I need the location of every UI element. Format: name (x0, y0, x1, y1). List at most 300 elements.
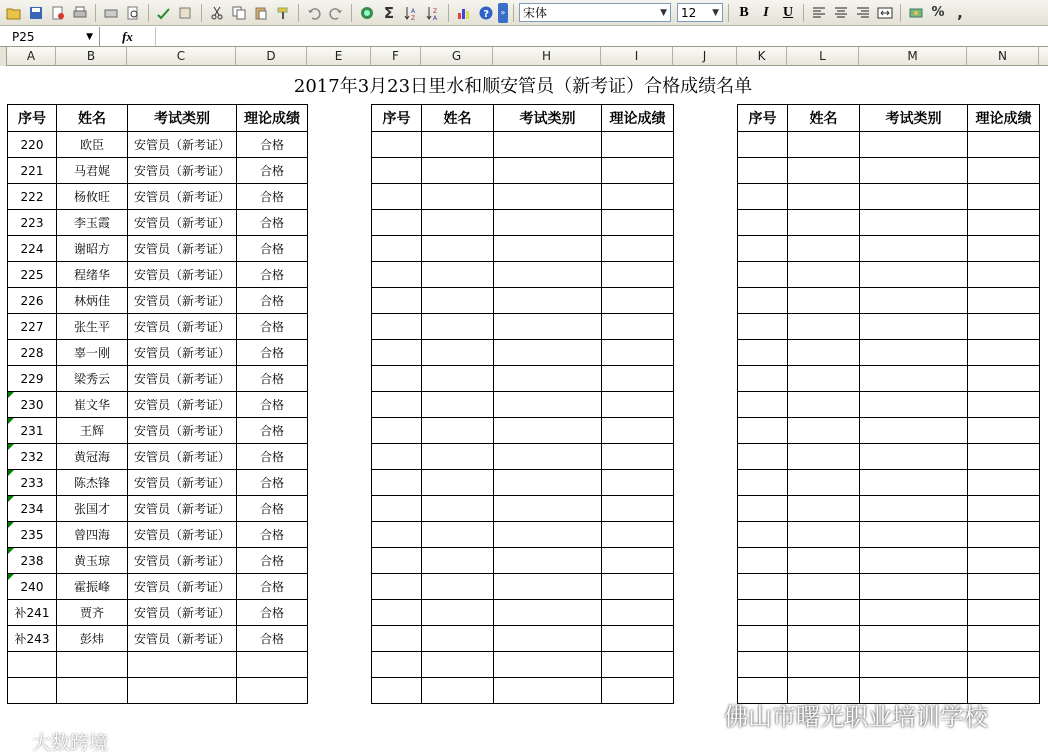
cell-no[interactable]: 234 (8, 496, 57, 522)
empty-cell[interactable] (860, 418, 968, 444)
chevron-down-icon[interactable]: ▼ (86, 31, 93, 42)
type-header[interactable]: 考试类别 (860, 105, 968, 132)
empty-cell[interactable] (372, 288, 422, 314)
column-header-f[interactable]: F (371, 47, 421, 66)
empty-cell[interactable] (738, 132, 788, 158)
empty-cell[interactable] (372, 470, 422, 496)
empty-cell[interactable] (602, 314, 674, 340)
empty-cell[interactable] (602, 262, 674, 288)
cell-no[interactable]: 230 (8, 392, 57, 418)
column-header-k[interactable]: K (737, 47, 787, 66)
empty-cell[interactable] (494, 288, 602, 314)
redo-icon[interactable] (326, 3, 346, 23)
cell-name[interactable]: 黄玉琼 (57, 548, 128, 574)
empty-cell[interactable] (968, 262, 1040, 288)
empty-cell[interactable] (602, 418, 674, 444)
comma-style-icon[interactable]: , (957, 3, 963, 22)
empty-cell[interactable] (422, 444, 494, 470)
select-all-corner[interactable] (0, 47, 7, 66)
cell-type[interactable]: 安管员（新考证） (128, 288, 237, 314)
empty-cell[interactable] (860, 444, 968, 470)
help-icon[interactable] (476, 3, 496, 23)
fx-icon[interactable]: fx (122, 28, 133, 44)
empty-cell[interactable] (494, 652, 602, 678)
empty-cell[interactable] (602, 626, 674, 652)
empty-cell[interactable] (968, 366, 1040, 392)
cell-no[interactable]: 补243 (8, 626, 57, 652)
cell-type[interactable]: 安管员（新考证） (128, 522, 237, 548)
empty-cell[interactable] (788, 418, 860, 444)
empty-cell[interactable] (602, 496, 674, 522)
name-header[interactable]: 姓名 (57, 105, 128, 132)
cell-no[interactable]: 231 (8, 418, 57, 444)
no-header[interactable]: 序号 (372, 105, 422, 132)
cell-score[interactable]: 合格 (237, 392, 308, 418)
hyperlink-icon[interactable] (357, 3, 377, 23)
empty-cell[interactable] (128, 678, 237, 704)
empty-cell[interactable] (602, 184, 674, 210)
cell-name[interactable]: 彭炜 (57, 626, 128, 652)
empty-cell[interactable] (372, 522, 422, 548)
empty-cell[interactable] (738, 600, 788, 626)
empty-cell[interactable] (738, 288, 788, 314)
score-header[interactable]: 理论成绩 (237, 105, 308, 132)
empty-cell[interactable] (968, 574, 1040, 600)
cell-name[interactable]: 程绪华 (57, 262, 128, 288)
empty-cell[interactable] (372, 678, 422, 704)
cell-no[interactable]: 220 (8, 132, 57, 158)
empty-cell[interactable] (372, 236, 422, 262)
cell-type[interactable]: 安管员（新考证） (128, 548, 237, 574)
score-header[interactable]: 理论成绩 (602, 105, 674, 132)
name-box[interactable] (0, 27, 100, 46)
sheet-title[interactable]: 2017年3月23日里水和顺安管员（新考证）合格成绩名单 (293, 76, 753, 97)
cell-score[interactable]: 合格 (237, 444, 308, 470)
empty-cell[interactable] (494, 574, 602, 600)
cell-name[interactable]: 王辉 (57, 418, 128, 444)
empty-cell[interactable] (602, 470, 674, 496)
cell-name[interactable]: 贾齐 (57, 600, 128, 626)
empty-cell[interactable] (788, 340, 860, 366)
cell-score[interactable]: 合格 (237, 626, 308, 652)
empty-cell[interactable] (788, 470, 860, 496)
empty-cell[interactable] (968, 184, 1040, 210)
cell-no[interactable]: 240 (8, 574, 57, 600)
empty-cell[interactable] (968, 236, 1040, 262)
empty-cell[interactable] (372, 600, 422, 626)
empty-cell[interactable] (738, 314, 788, 340)
research-icon[interactable] (176, 3, 196, 23)
empty-cell[interactable] (860, 470, 968, 496)
cell-no[interactable]: 233 (8, 470, 57, 496)
sort-descending-icon[interactable] (423, 3, 443, 23)
empty-cell[interactable] (738, 158, 788, 184)
empty-cell[interactable] (968, 158, 1040, 184)
empty-cell[interactable] (494, 600, 602, 626)
empty-cell[interactable] (968, 522, 1040, 548)
empty-cell[interactable] (860, 392, 968, 418)
print-preview-icon[interactable] (101, 3, 121, 23)
undo-icon[interactable] (304, 3, 324, 23)
empty-cell[interactable] (860, 288, 968, 314)
empty-cell[interactable] (968, 418, 1040, 444)
empty-cell[interactable] (602, 210, 674, 236)
empty-cell[interactable] (422, 340, 494, 366)
cell-no[interactable]: 229 (8, 366, 57, 392)
cell-no[interactable]: 222 (8, 184, 57, 210)
empty-cell[interactable] (860, 496, 968, 522)
empty-cell[interactable] (968, 496, 1040, 522)
cell-score[interactable]: 合格 (237, 210, 308, 236)
empty-cell[interactable] (968, 314, 1040, 340)
cell-no[interactable]: 235 (8, 522, 57, 548)
empty-cell[interactable] (968, 470, 1040, 496)
cell-score[interactable]: 合格 (237, 366, 308, 392)
cell-no[interactable]: 232 (8, 444, 57, 470)
empty-cell[interactable] (602, 600, 674, 626)
empty-cell[interactable] (788, 132, 860, 158)
empty-cell[interactable] (372, 548, 422, 574)
empty-cell[interactable] (860, 262, 968, 288)
cell-type[interactable]: 安管员（新考证） (128, 496, 237, 522)
empty-cell[interactable] (968, 340, 1040, 366)
empty-cell[interactable] (494, 366, 602, 392)
empty-cell[interactable] (968, 392, 1040, 418)
empty-cell[interactable] (494, 184, 602, 210)
empty-cell[interactable] (860, 184, 968, 210)
cell-name[interactable]: 黄冠海 (57, 444, 128, 470)
italic-button[interactable]: I (763, 4, 769, 20)
cell-type[interactable]: 安管员（新考证） (128, 444, 237, 470)
bold-button[interactable]: B (739, 4, 749, 20)
empty-cell[interactable] (237, 678, 308, 704)
column-header-i[interactable]: I (601, 47, 673, 66)
percent-button[interactable]: % (931, 5, 945, 20)
empty-cell[interactable] (860, 210, 968, 236)
cell-score[interactable]: 合格 (237, 470, 308, 496)
cell-type[interactable]: 安管员（新考证） (128, 418, 237, 444)
toolbar-overflow-icon[interactable]: » (498, 3, 508, 23)
empty-cell[interactable] (602, 340, 674, 366)
empty-cell[interactable] (788, 574, 860, 600)
empty-cell[interactable] (738, 340, 788, 366)
column-header-h[interactable]: H (493, 47, 601, 66)
chevron-down-icon[interactable]: ▼ (660, 7, 667, 18)
empty-cell[interactable] (602, 236, 674, 262)
cell-score[interactable]: 合格 (237, 314, 308, 340)
column-header-d[interactable]: D (236, 47, 307, 66)
empty-cell[interactable] (372, 366, 422, 392)
merge-center-icon[interactable] (875, 3, 895, 23)
empty-cell[interactable] (57, 652, 128, 678)
empty-cell[interactable] (968, 600, 1040, 626)
cell-no[interactable]: 补241 (8, 600, 57, 626)
empty-cell[interactable] (237, 652, 308, 678)
empty-cell[interactable] (422, 366, 494, 392)
empty-cell[interactable] (738, 522, 788, 548)
copy-icon[interactable] (229, 3, 249, 23)
align-center-icon[interactable] (831, 3, 851, 23)
empty-cell[interactable] (57, 678, 128, 704)
empty-cell[interactable] (372, 496, 422, 522)
cell-score[interactable]: 合格 (237, 600, 308, 626)
empty-cell[interactable] (494, 470, 602, 496)
cell-no[interactable]: 225 (8, 262, 57, 288)
empty-cell[interactable] (738, 652, 788, 678)
type-header[interactable]: 考试类别 (128, 105, 237, 132)
empty-cell[interactable] (968, 288, 1040, 314)
type-header[interactable]: 考试类别 (494, 105, 602, 132)
empty-cell[interactable] (788, 158, 860, 184)
empty-cell[interactable] (788, 210, 860, 236)
cell-type[interactable]: 安管员（新考证） (128, 158, 237, 184)
empty-cell[interactable] (788, 366, 860, 392)
empty-cell[interactable] (788, 444, 860, 470)
empty-cell[interactable] (372, 574, 422, 600)
cell-no[interactable]: 228 (8, 340, 57, 366)
empty-cell[interactable] (738, 392, 788, 418)
cell-name[interactable]: 辜一刚 (57, 340, 128, 366)
empty-cell[interactable] (860, 158, 968, 184)
cell-score[interactable]: 合格 (237, 418, 308, 444)
empty-cell[interactable] (494, 132, 602, 158)
empty-cell[interactable] (372, 652, 422, 678)
empty-cell[interactable] (738, 496, 788, 522)
cell-score[interactable]: 合格 (237, 184, 308, 210)
cell-no[interactable]: 238 (8, 548, 57, 574)
spelling-icon[interactable] (154, 3, 174, 23)
empty-cell[interactable] (860, 600, 968, 626)
permission-icon[interactable] (48, 3, 68, 23)
empty-cell[interactable] (372, 444, 422, 470)
font-size-combo[interactable] (677, 3, 723, 22)
score-header[interactable]: 理论成绩 (968, 105, 1040, 132)
cell-score[interactable]: 合格 (237, 340, 308, 366)
cell-score[interactable]: 合格 (237, 158, 308, 184)
empty-cell[interactable] (788, 600, 860, 626)
autosum-icon[interactable]: Σ (383, 3, 395, 22)
empty-cell[interactable] (602, 132, 674, 158)
align-right-icon[interactable] (853, 3, 873, 23)
empty-cell[interactable] (422, 288, 494, 314)
empty-cell[interactable] (860, 314, 968, 340)
cell-score[interactable]: 合格 (237, 496, 308, 522)
cell-name[interactable]: 崔文华 (57, 392, 128, 418)
cell-name[interactable]: 霍振峰 (57, 574, 128, 600)
currency-icon[interactable] (906, 3, 926, 23)
empty-cell[interactable] (128, 652, 237, 678)
empty-cell[interactable] (494, 262, 602, 288)
cell-score[interactable]: 合格 (237, 132, 308, 158)
empty-cell[interactable] (788, 262, 860, 288)
cell-type[interactable]: 安管员（新考证） (128, 366, 237, 392)
cell-name[interactable]: 陈杰锋 (57, 470, 128, 496)
cell-type[interactable]: 安管员（新考证） (128, 392, 237, 418)
empty-cell[interactable] (968, 210, 1040, 236)
empty-cell[interactable] (602, 574, 674, 600)
sort-ascending-icon[interactable] (401, 3, 421, 23)
empty-cell[interactable] (788, 236, 860, 262)
empty-cell[interactable] (494, 210, 602, 236)
empty-cell[interactable] (372, 418, 422, 444)
print-icon[interactable] (70, 3, 90, 23)
formula-input[interactable] (155, 27, 1048, 46)
empty-cell[interactable] (422, 184, 494, 210)
empty-cell[interactable] (494, 236, 602, 262)
empty-cell[interactable] (422, 522, 494, 548)
cell-name[interactable]: 张生平 (57, 314, 128, 340)
cell-type[interactable]: 安管员（新考证） (128, 236, 237, 262)
cell-type[interactable]: 安管员（新考证） (128, 210, 237, 236)
cell-score[interactable]: 合格 (237, 262, 308, 288)
cell-type[interactable]: 安管员（新考证） (128, 626, 237, 652)
cell-no[interactable]: 227 (8, 314, 57, 340)
cell-name[interactable]: 杨攸旺 (57, 184, 128, 210)
empty-cell[interactable] (422, 158, 494, 184)
empty-cell[interactable] (494, 522, 602, 548)
empty-cell[interactable] (860, 522, 968, 548)
empty-cell[interactable] (788, 652, 860, 678)
cell-score[interactable]: 合格 (237, 574, 308, 600)
cell-name[interactable]: 张国才 (57, 496, 128, 522)
name-header[interactable]: 姓名 (788, 105, 860, 132)
empty-cell[interactable] (738, 470, 788, 496)
empty-cell[interactable] (860, 626, 968, 652)
empty-cell[interactable] (372, 158, 422, 184)
format-painter-icon[interactable] (273, 3, 293, 23)
column-header-b[interactable]: B (56, 47, 127, 66)
column-header-a[interactable]: A (7, 47, 56, 66)
empty-cell[interactable] (860, 132, 968, 158)
empty-cell[interactable] (738, 418, 788, 444)
empty-cell[interactable] (372, 184, 422, 210)
paste-icon[interactable] (251, 3, 271, 23)
empty-cell[interactable] (494, 678, 602, 704)
cell-name[interactable]: 马君娓 (57, 158, 128, 184)
empty-cell[interactable] (8, 652, 57, 678)
column-header-l[interactable]: L (787, 47, 859, 66)
cell-type[interactable]: 安管员（新考证） (128, 340, 237, 366)
no-header[interactable]: 序号 (8, 105, 57, 132)
empty-cell[interactable] (494, 392, 602, 418)
cell-type[interactable]: 安管员（新考证） (128, 470, 237, 496)
cell-type[interactable]: 安管员（新考证） (128, 314, 237, 340)
empty-cell[interactable] (738, 574, 788, 600)
empty-cell[interactable] (788, 184, 860, 210)
cell-type[interactable]: 安管员（新考证） (128, 600, 237, 626)
empty-cell[interactable] (422, 678, 494, 704)
empty-cell[interactable] (860, 652, 968, 678)
cell-score[interactable]: 合格 (237, 548, 308, 574)
cut-icon[interactable] (207, 3, 227, 23)
empty-cell[interactable] (788, 548, 860, 574)
cell-name[interactable]: 曾四海 (57, 522, 128, 548)
empty-cell[interactable] (738, 548, 788, 574)
empty-cell[interactable] (372, 626, 422, 652)
cell-score[interactable]: 合格 (237, 236, 308, 262)
empty-cell[interactable] (860, 236, 968, 262)
cell-name[interactable]: 梁秀云 (57, 366, 128, 392)
cell-type[interactable]: 安管员（新考证） (128, 184, 237, 210)
empty-cell[interactable] (422, 574, 494, 600)
empty-cell[interactable] (494, 340, 602, 366)
empty-cell[interactable] (494, 626, 602, 652)
empty-cell[interactable] (602, 288, 674, 314)
empty-cell[interactable] (602, 522, 674, 548)
empty-cell[interactable] (422, 210, 494, 236)
empty-cell[interactable] (788, 522, 860, 548)
chart-wizard-icon[interactable] (454, 3, 474, 23)
empty-cell[interactable] (422, 470, 494, 496)
empty-cell[interactable] (494, 548, 602, 574)
empty-cell[interactable] (494, 158, 602, 184)
empty-cell[interactable] (860, 340, 968, 366)
empty-cell[interactable] (372, 210, 422, 236)
empty-cell[interactable] (422, 418, 494, 444)
empty-cell[interactable] (372, 132, 422, 158)
empty-cell[interactable] (968, 626, 1040, 652)
empty-cell[interactable] (788, 314, 860, 340)
chevron-down-icon[interactable]: ▼ (712, 7, 719, 18)
column-header-g[interactable]: G (421, 47, 493, 66)
empty-cell[interactable] (860, 548, 968, 574)
empty-cell[interactable] (968, 132, 1040, 158)
save-icon[interactable] (26, 3, 46, 23)
cell-type[interactable]: 安管员（新考证） (128, 132, 237, 158)
empty-cell[interactable] (372, 262, 422, 288)
empty-cell[interactable] (422, 600, 494, 626)
cell-name[interactable]: 李玉霞 (57, 210, 128, 236)
open-icon[interactable] (4, 3, 24, 23)
empty-cell[interactable] (788, 626, 860, 652)
empty-cell[interactable] (422, 496, 494, 522)
empty-cell[interactable] (422, 626, 494, 652)
empty-cell[interactable] (968, 652, 1040, 678)
empty-cell[interactable] (738, 262, 788, 288)
cell-score[interactable]: 合格 (237, 288, 308, 314)
empty-cell[interactable] (422, 392, 494, 418)
empty-cell[interactable] (494, 314, 602, 340)
empty-cell[interactable] (422, 652, 494, 678)
empty-cell[interactable] (602, 392, 674, 418)
cell-type[interactable]: 安管员（新考证） (128, 262, 237, 288)
font-name-combo[interactable] (519, 3, 671, 22)
empty-cell[interactable] (422, 132, 494, 158)
cell-name[interactable]: 谢昭方 (57, 236, 128, 262)
empty-cell[interactable] (602, 548, 674, 574)
column-header-m[interactable]: M (859, 47, 967, 66)
cell-name[interactable]: 欧臣 (57, 132, 128, 158)
empty-cell[interactable] (602, 444, 674, 470)
no-header[interactable]: 序号 (738, 105, 788, 132)
empty-cell[interactable] (494, 444, 602, 470)
empty-cell[interactable] (494, 496, 602, 522)
empty-cell[interactable] (738, 626, 788, 652)
empty-cell[interactable] (422, 262, 494, 288)
empty-cell[interactable] (968, 548, 1040, 574)
cell-no[interactable]: 224 (8, 236, 57, 262)
empty-cell[interactable] (422, 314, 494, 340)
name-header[interactable]: 姓名 (422, 105, 494, 132)
column-header-n[interactable]: N (967, 47, 1039, 66)
column-header-c[interactable]: C (127, 47, 236, 66)
empty-cell[interactable] (372, 314, 422, 340)
empty-cell[interactable] (422, 236, 494, 262)
empty-cell[interactable] (738, 210, 788, 236)
align-left-icon[interactable] (809, 3, 829, 23)
empty-cell[interactable] (422, 548, 494, 574)
underline-button[interactable]: U (782, 4, 794, 20)
